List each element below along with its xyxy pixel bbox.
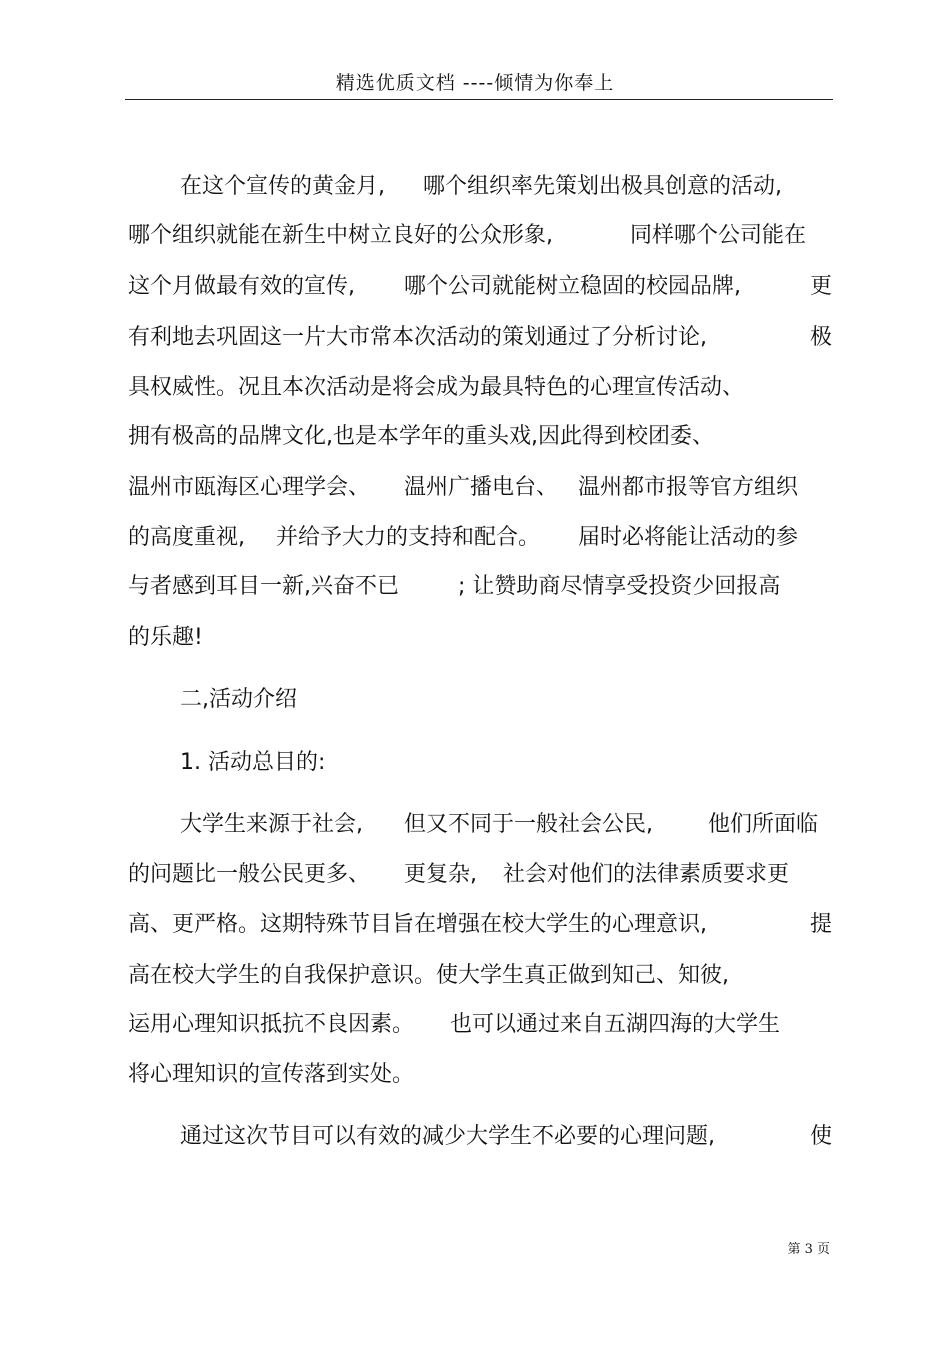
text-segment: 哪个组织率先策划出极具创意的活动,	[423, 174, 782, 199]
text-line	[128, 323, 833, 353]
text-segment: 有利地去巩固这一片大市常本次活动的策划通过了分析讨论,	[128, 325, 707, 350]
text-segment: 更	[810, 274, 833, 299]
text-segment: 但又不同于一般社会公民,	[404, 812, 653, 837]
text-segment: 也可以通过来自五湖四海的大学生	[450, 1012, 781, 1037]
text-line	[128, 1122, 833, 1152]
text-segment: 通过这次节目可以有效的减少大学生不必要的心理问题,	[180, 1124, 715, 1149]
text-segment: 1. 活动总目的:	[180, 750, 326, 775]
text-segment: 大学生来源于社会,	[180, 812, 363, 837]
text-segment: 拥有极高的品牌文化,也是本学年的重头戏,因此得到校团委、	[128, 424, 714, 449]
text-line	[128, 373, 828, 403]
text-segment: 在这个宣传的黄金月,	[180, 174, 385, 199]
text-segment: ; 让赞助商尽情享受投资少回报高	[458, 574, 781, 599]
text-line	[128, 172, 828, 202]
text-line	[128, 523, 828, 553]
text-segment: 届时必将能让活动的参	[578, 525, 799, 550]
text-segment: 社会对他们的法律素质要求更	[503, 862, 790, 887]
text-segment: 的问题比一般公民更多、	[128, 862, 371, 887]
text-segment: 的高度重视,	[128, 525, 245, 550]
text-line	[128, 685, 828, 715]
text-segment: 提	[810, 912, 833, 937]
text-segment: 温州广播电台、	[404, 475, 559, 500]
text-segment: 运用心理知识抵抗不良因素。	[128, 1012, 415, 1037]
text-line	[128, 422, 828, 452]
text-segment: 更复杂,	[404, 862, 477, 887]
text-segment: 温州市瓯海区心理学会、	[128, 475, 371, 500]
text-line	[128, 1060, 828, 1090]
text-line	[128, 473, 828, 503]
text-segment: 将心理知识的宣传落到实处。	[128, 1062, 415, 1087]
page-number: 第 3 页	[787, 1242, 830, 1257]
text-segment: 高、更严格。这期特殊节目旨在增强在校大学生的心理意识,	[128, 912, 707, 937]
text-segment: 这个月做最有效的宣传,	[128, 274, 355, 299]
text-line	[128, 810, 828, 840]
text-segment: 温州都市报等官方组织	[578, 475, 799, 500]
text-segment: 的乐趣!	[128, 625, 203, 650]
text-line	[128, 272, 833, 302]
header-divider	[125, 99, 833, 100]
text-segment: 同样哪个公司能在	[630, 223, 807, 248]
text-segment: 具权威性。况且本次活动是将会成为最具特色的心理宣传活动、	[128, 375, 745, 400]
text-line	[128, 572, 828, 602]
text-line	[128, 748, 828, 778]
text-segment: 他们所面临	[708, 812, 819, 837]
text-segment: 极	[810, 325, 833, 350]
text-segment: 使	[810, 1124, 833, 1149]
text-line	[128, 1010, 828, 1040]
text-line	[128, 860, 828, 890]
text-line	[128, 961, 828, 991]
text-line	[128, 910, 833, 940]
text-segment: 并给予大力的支持和配合。	[276, 525, 541, 550]
text-line	[128, 623, 828, 653]
text-segment: 与者感到耳目一新,兴奋不已	[128, 574, 399, 599]
text-segment: 二,活动介绍	[180, 687, 297, 712]
text-segment: 高在校大学生的自我保护意识。使大学生真正做到知己、知彼,	[128, 963, 729, 988]
text-line	[128, 221, 828, 251]
text-segment: 哪个公司就能树立稳固的校园品牌,	[404, 274, 741, 299]
page-header: 精选优质文档 ----倾情为你奉上	[335, 72, 615, 94]
text-segment: 哪个组织就能在新生中树立良好的公众形象,	[128, 223, 553, 248]
